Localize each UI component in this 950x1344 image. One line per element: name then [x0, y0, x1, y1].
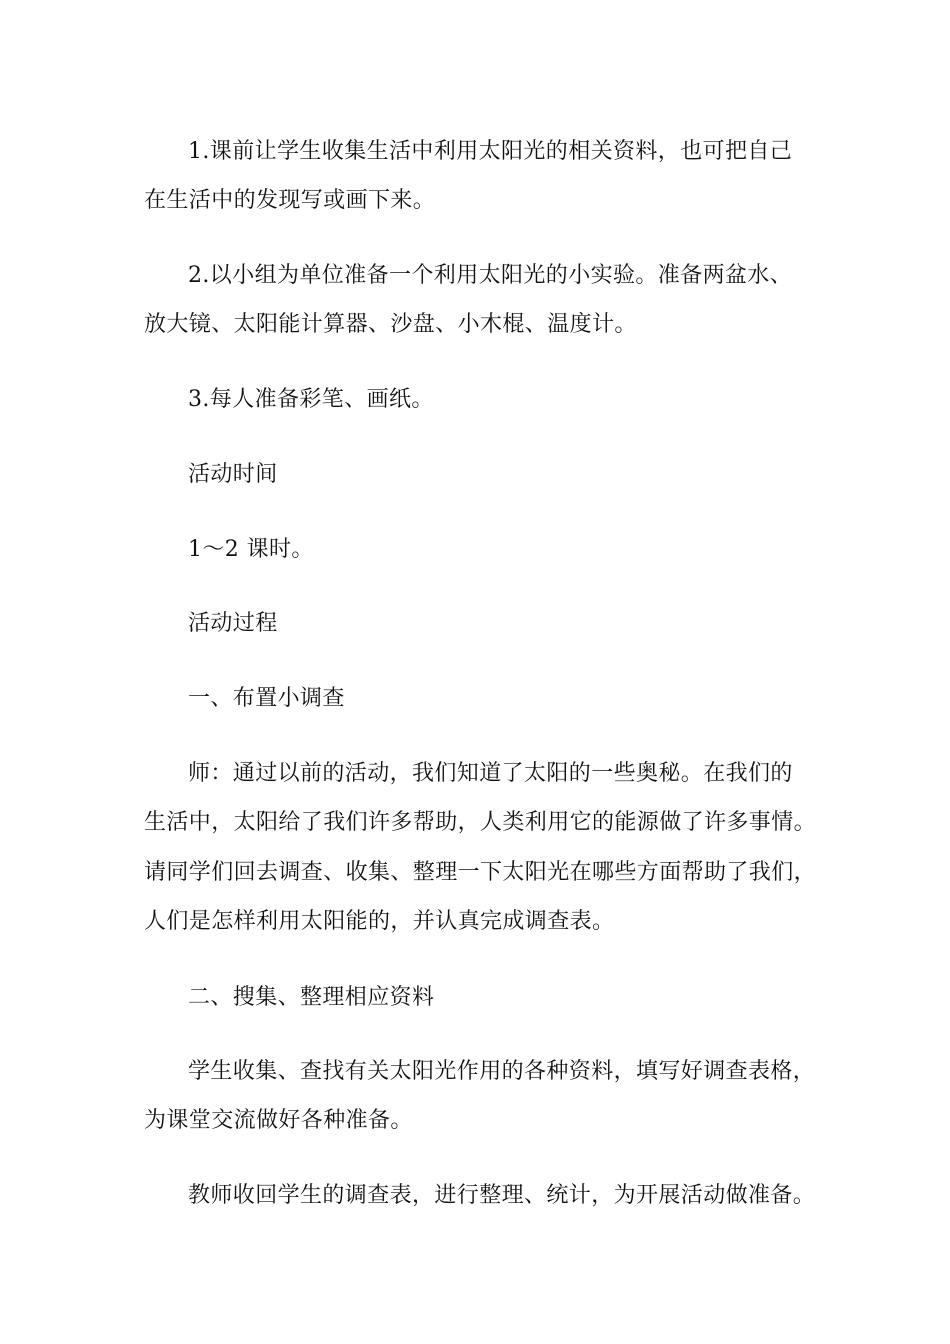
teacher-paragraph-line-2: 生活中，太阳给了我们许多帮助，人类利用它的能源做了许多事情。	[144, 810, 817, 835]
paragraph-3: 3.每人准备彩笔、画纸。	[188, 387, 434, 412]
section-1-heading: 一、布置小调查	[188, 686, 345, 711]
heading-activity-process: 活动过程	[188, 611, 278, 636]
teacher-paragraph-line-4: 人们是怎样利用太阳能的，并认真完成调查表。	[144, 909, 615, 934]
student-paragraph-line-2: 为课堂交流做好各种准备。	[144, 1108, 413, 1133]
paragraph-1-line-1: 1.课前让学生收集生活中利用太阳光的相关资料，也可把自己	[188, 139, 793, 164]
teacher-paragraph-line-3: 请同学们回去调查、收集、整理一下太阳光在哪些方面帮助了我们，	[144, 860, 817, 885]
section-2-heading: 二、搜集、整理相应资料	[188, 985, 435, 1010]
teacher-collect-paragraph: 教师收回学生的调查表，进行整理、统计，为开展活动做准备。	[188, 1183, 816, 1208]
activity-time-value: 1～2 课时。	[188, 537, 314, 562]
paragraph-2-line-1: 2.以小组为单位准备一个利用太阳光的小实验。准备两盆水、	[188, 263, 793, 288]
paragraph-1-line-2: 在生活中的发现写或画下来。	[144, 188, 436, 213]
paragraph-2-line-2: 放大镜、太阳能计算器、沙盘、小木棍、温度计。	[144, 312, 637, 337]
student-paragraph-line-1: 学生收集、查找有关太阳光作用的各种资料，填写好调查表格，	[188, 1059, 816, 1084]
heading-activity-time: 活动时间	[188, 462, 278, 487]
teacher-paragraph-line-1: 师：通过以前的活动，我们知道了太阳的一些奥秘。在我们的	[188, 761, 793, 786]
